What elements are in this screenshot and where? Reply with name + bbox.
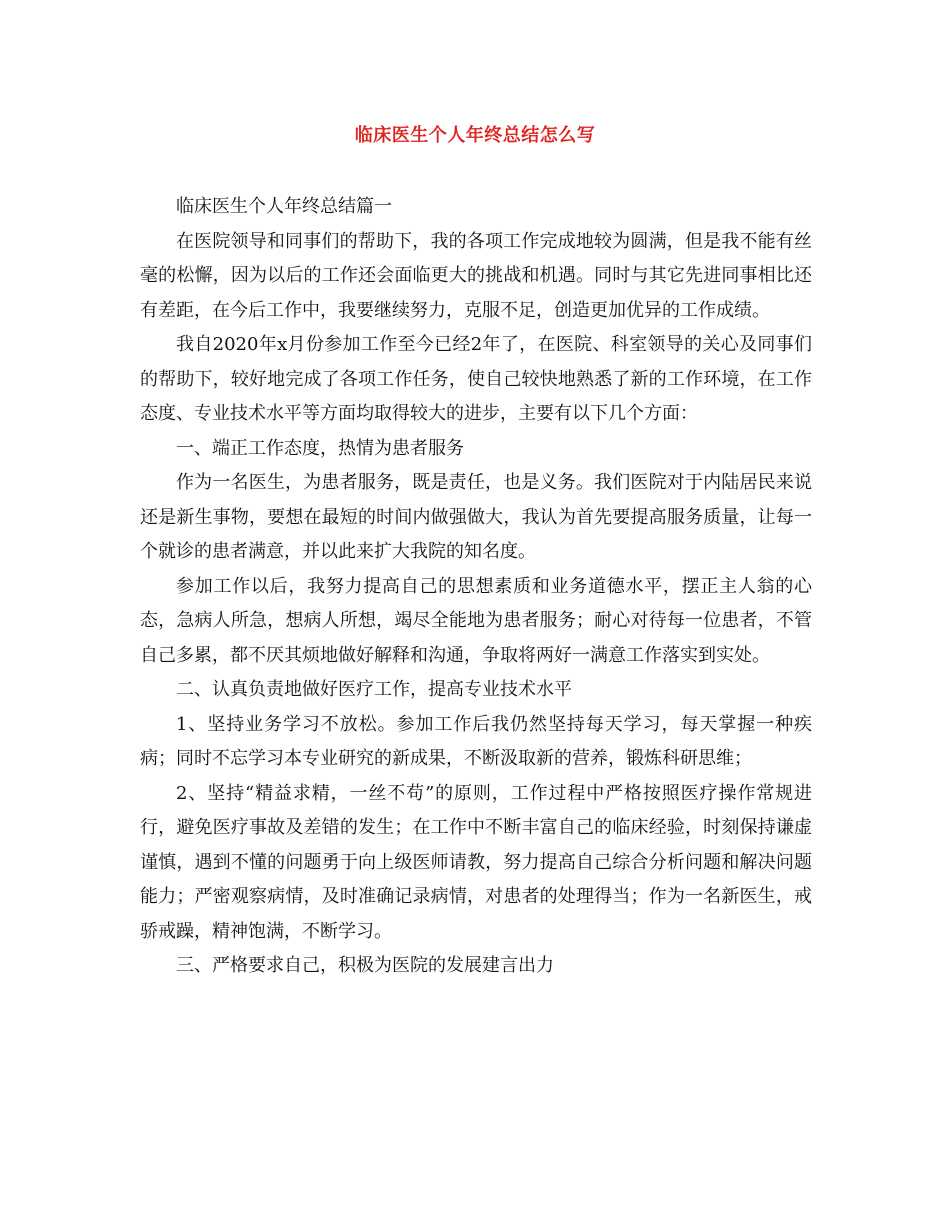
paragraph-heading: 一、端正工作态度，热情为患者服务 (176, 437, 464, 459)
paragraph: 2、坚持“精益求精，一丝不苟”的原则，工作过程中严格按照医疗操作常规进行，避免医疗事故及差错的发生；在工作中不断丰富自己的临床经验，时刻保持谦虚谨慎，遇到不懂的问题勇于向上级医师请教，努力提高自己综合分析问题和解决问题能力；严密观察病情，及时准确记录病情，对患者的处理得当；作为一名新医生，戒骄戒躁，精神饱满，不断学习。 (140, 782, 812, 942)
paragraph-heading: 三、严格要求自己，积极为医院的发展建言出力 (176, 955, 554, 976)
paragraph: 1、坚持业务学习不放松。参加工作后我仍然坚持每天学习，每天掌握一种疾病；同时不忘学习本专业研究的新成果，不断汲取新的营养，锻炼科研思维； (140, 713, 812, 769)
paragraph-section-heading: 临床医生个人年终总结篇一 (176, 196, 392, 217)
paragraph: 作为一名医生，为患者服务，既是责任，也是义务。我们医院对于内陆居民来说还是新生事物，要想在最短的时间内做强做大，我认为首先要提高服务质量，让每一个就诊的患者满意，并以此来扩大我院的知名度。 (140, 472, 812, 562)
document-title: 临床医生个人年终总结怎么写 (354, 125, 596, 146)
paragraph: 在医院领导和同事们的帮助下，我的各项工作完成地较为圆满，但是我不能有丝毫的松懈，因为以后的工作还会面临更大的挑战和机遇。同时与其它先进同事相比还有差距，在今后工作中，我要继续努力，克服不足，创造更加优异的工作成绩。 (140, 230, 812, 321)
document-body (140, 190, 812, 984)
paragraph: 我自2020年x月份参加工作至今已经2年了，在医院、科室领导的关心及同事们的帮助下，较好地完成了各项工作任务，使自己较快地熟悉了新的工作环境，在工作态度、专业技术水平等方面均取得较大的进步，主要有以下几个方面： (140, 334, 812, 424)
paragraph: 参加工作以后，我努力提高自己的思想素质和业务道德水平，摆正主人翁的心态，急病人所急，想病人所想，竭尽全能地为患者服务；耐心对待每一位患者，不管自己多累，都不厌其烦地做好解释和沟通，争取将两好一满意工作落实到实处。 (140, 575, 812, 666)
paragraph-heading: 二、认真负责地做好医疗工作，提高专业技术水平 (176, 679, 572, 700)
